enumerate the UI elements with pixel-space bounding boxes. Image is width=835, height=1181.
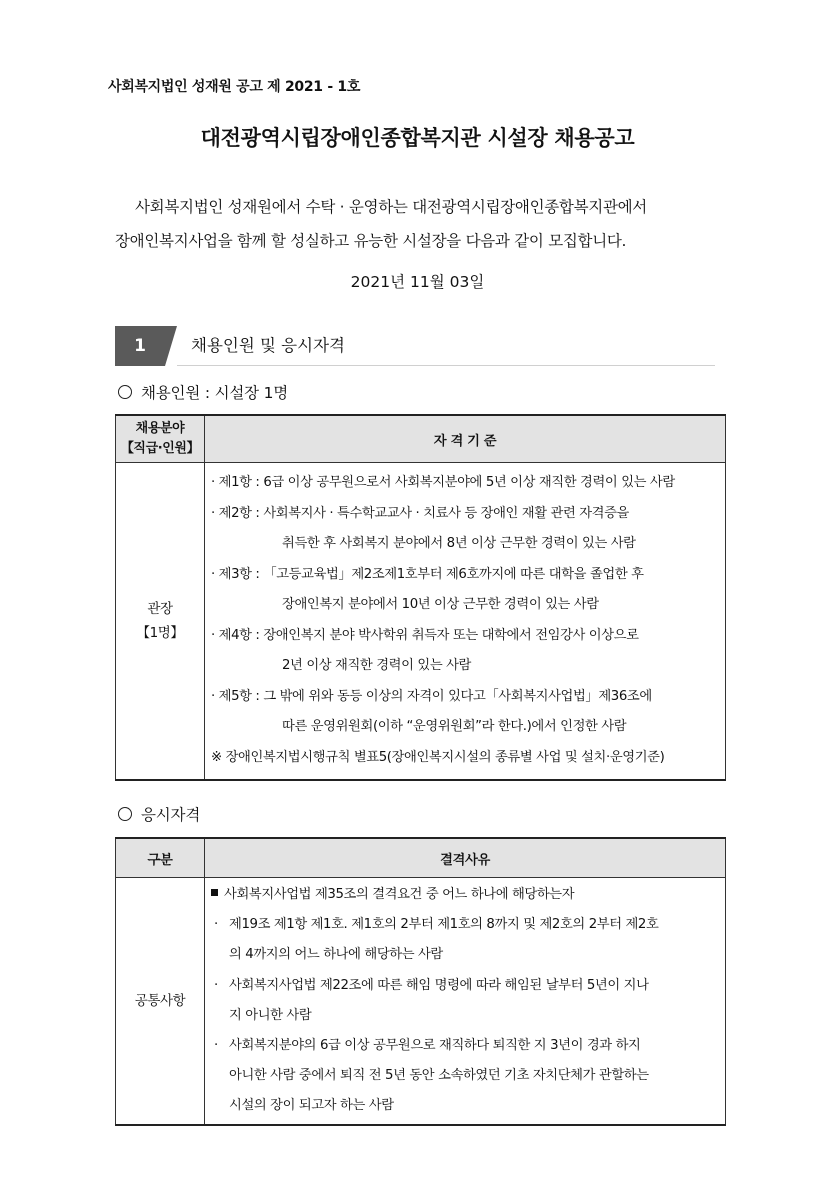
criteria-line: · 제3항 : 「고등교육법」제2조제1호부터 제6호까지에 따른 대학을 졸업한 후 — [211, 566, 644, 582]
section-number-notch — [165, 326, 177, 366]
dot-bullet-icon: · — [214, 1037, 218, 1053]
criteria-line: 장애인복지 분야에서 10년 이상 근무한 경력이 있는 사람 — [282, 597, 599, 612]
criteria-note: ※ 장애인복지법시행규칙 별표5(장애인복지시설의 종류별 사업 및 설치·운영기준) — [211, 749, 665, 765]
section-number: 1 — [115, 326, 165, 366]
recruit-heading-text: 채용인원 : 시설장 1명 — [141, 384, 289, 402]
criteria-line: · 제5항 : 그 밖에 위와 동등 이상의 자격이 있다고「사회복지사업법」제36조에 — [211, 688, 652, 704]
position-count: 【1명】 — [136, 625, 184, 641]
position-name: 관장 — [147, 601, 173, 617]
notice-number: 사회복지법인 성재원 공고 제 2021 - 1호 — [108, 79, 361, 95]
header-field-line-2: 【직급·인원】 — [120, 441, 200, 456]
intro-line-2: 장애인복지사업을 함께 할 성실하고 유능한 시설장을 다음과 같이 모집합니다. — [115, 232, 627, 250]
qualification-heading-text: 응시자격 — [141, 806, 201, 824]
disqualification-lead — [211, 880, 725, 910]
recruit-heading — [118, 381, 288, 403]
list-item-continued: 아니한 사람 중에서 퇴직 전 5년 동안 소속하였던 기초 자치단체가 관할하는 — [229, 1068, 649, 1084]
header-field — [116, 415, 205, 463]
criteria-line: · 제4항 : 장애인복지 분야 박사학위 취득자 또는 대학에서 전임강사 이상으로 — [211, 627, 639, 643]
list-item — [211, 971, 725, 1001]
lead-text: 사회복지사업법 제35조의 결격요건 중 어느 하나에 해당하는자 — [224, 887, 575, 902]
intro-line-1: 사회복지법인 성재원에서 수탁 · 운영하는 대전광역시립장애인종합복지관에서 — [135, 198, 647, 216]
header-criteria: 자 격 기 준 — [205, 415, 726, 463]
position-cell — [116, 463, 205, 781]
section-header — [115, 326, 715, 366]
table-header-row — [116, 415, 726, 463]
criteria-line: 2년 이상 재직한 경력이 있는 사람 — [282, 658, 471, 673]
list-item-continued: 시설의 장이 되고자 하는 사람 — [229, 1098, 394, 1114]
circle-bullet-icon — [118, 807, 132, 821]
square-bullet-icon — [211, 889, 218, 896]
criteria-line: · 제1항 : 6급 이상 공무원으로서 사회복지분야에 5년 이상 재직한 경력이 있는 사람 — [211, 475, 675, 490]
item-text: 사회복지사업법 제22조에 따른 해임 명령에 따라 해임된 날부터 5년이 지나 — [229, 977, 649, 993]
header-category: 구분 — [116, 838, 205, 878]
table-row — [116, 463, 726, 781]
header-field-line-1: 채용분야 — [135, 421, 185, 436]
section-title: 채용인원 및 응시자격 — [191, 336, 345, 355]
table-header-row — [116, 838, 726, 878]
qualification-heading — [118, 803, 200, 825]
category-cell: 공통사항 — [116, 878, 205, 1125]
header-disqualification: 결격사유 — [205, 838, 726, 878]
list-item — [211, 1031, 725, 1061]
qualification-table — [115, 837, 726, 1126]
dot-bullet-icon: · — [214, 917, 218, 933]
item-text: 사회복지분야의 6급 이상 공무원으로 재직하다 퇴직한 지 3년이 경과 하지 — [229, 1037, 641, 1053]
page-title: 대전광역시립장애인종합복지관 시설장 채용공고 — [200, 126, 635, 150]
recruit-table — [115, 414, 726, 781]
criteria-cell — [205, 463, 726, 781]
section-underline — [177, 365, 715, 366]
criteria-line: 취득한 후 사회복지 분야에서 8년 이상 근무한 경력이 있는 사람 — [282, 536, 636, 551]
list-item-continued: 지 아니한 사람 — [229, 1007, 312, 1023]
item-text: 제19조 제1항 제1호. 제1호의 2부터 제1호의 8까지 및 제2호의 2부터 제2호 — [229, 917, 659, 933]
list-item — [211, 910, 725, 940]
notice-date: 2021년 11월 03일 — [350, 273, 485, 291]
disqualification-cell — [205, 878, 726, 1125]
list-item-continued: 의 4까지의 어느 하나에 해당하는 사람 — [229, 947, 443, 963]
intro-paragraph — [115, 190, 725, 258]
table-row — [116, 878, 726, 1125]
dot-bullet-icon: · — [214, 977, 218, 993]
circle-bullet-icon — [118, 385, 132, 399]
criteria-line: · 제2항 : 사회복지사 · 특수학교교사 · 치료사 등 장애인 재활 관련 자격증을 — [211, 505, 629, 521]
criteria-line: 따른 운영위원회(이하 “운영위원회”라 한다.)에서 인정한 사람 — [282, 719, 627, 734]
